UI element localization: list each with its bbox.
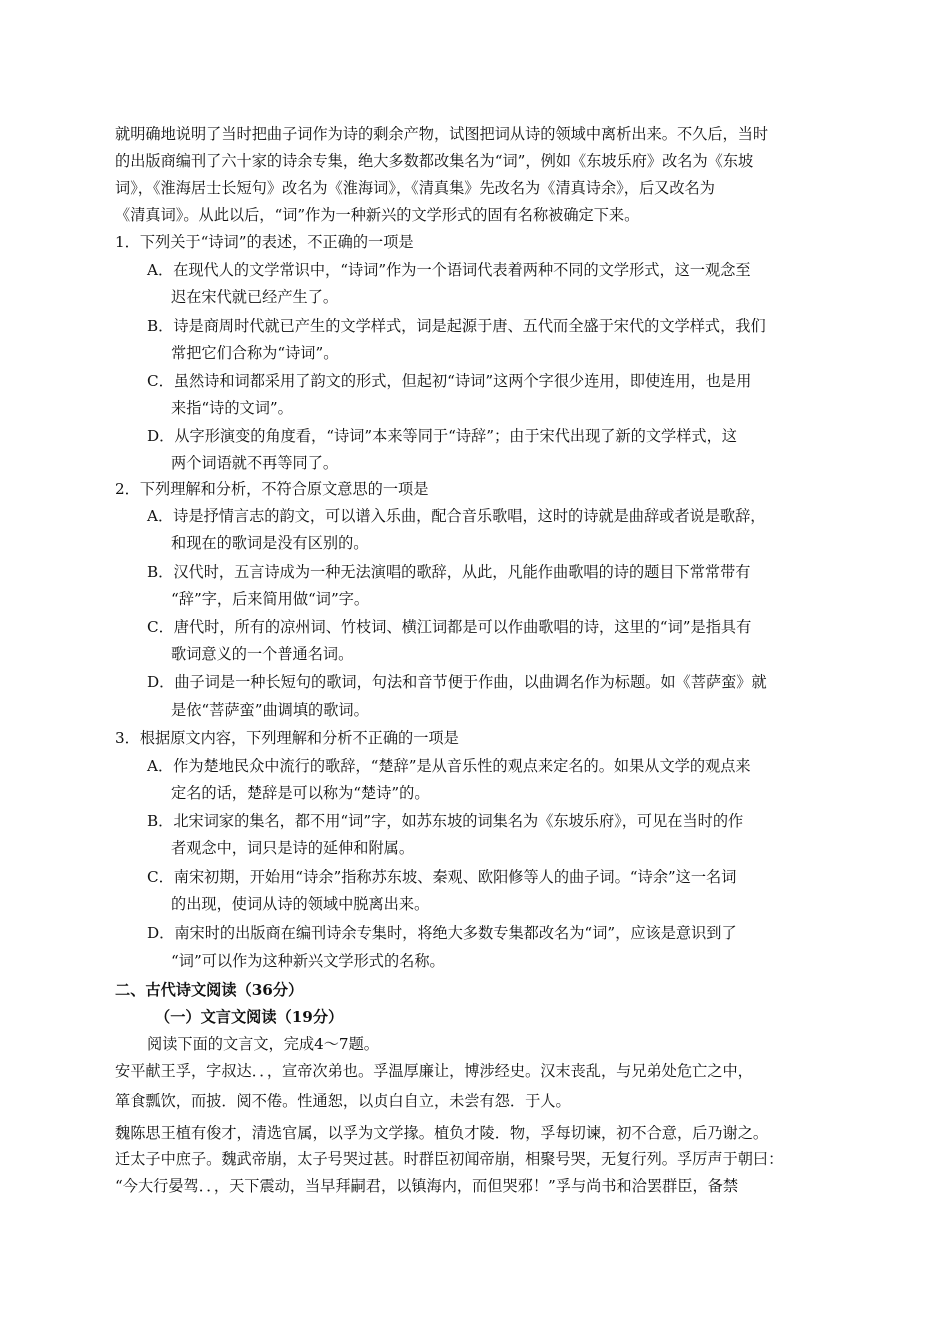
option-line: B．诗是商周时代就已产生的文学样式，词是起源于唐、五代而全盛于宋代的文学样式，我们 — [147, 317, 766, 335]
option-line: “词”可以作为这种新兴文学形式的名称。 — [171, 952, 445, 970]
classical-text-line: 魏陈思王植有俊才，清选官属，以孚为文学掾。植负才陵．物，孚每切谏，初不合意，后乃谢之。 — [115, 1124, 769, 1142]
option-line: 歌词意义的一个普通名词。 — [171, 645, 354, 663]
option-line: B．北宋词家的集名，都不用“词”字，如苏东坡的词集名为《东坡乐府》，可见在当时的作 — [147, 812, 744, 830]
option-line: “辞”字，后来简用做“词”字。 — [171, 590, 370, 608]
option-line: D．曲子词是一种长短句的歌词，句法和音节便于作曲，以曲调名作为标题。如《菩萨蛮》就 — [147, 673, 767, 691]
option-line: 来指“诗的文词”。 — [171, 399, 293, 417]
option-line: 迟在宋代就已经产生了。 — [171, 288, 339, 306]
intro-line: 就明确地说明了当时把曲子词作为诗的剩余产物，试图把词从诗的领域中离析出来。不久后，当时 — [115, 125, 769, 143]
subsection-heading: （一）文言文阅读（19分） — [155, 1008, 344, 1026]
option-line: D．南宋时的出版商在编刊诗余专集时，将绝大多数专集都改名为“词”，应该是意识到了 — [147, 924, 737, 942]
instruction-text: 阅读下面的文言文，完成4～7题。 — [147, 1035, 379, 1053]
option-line: 两个词语就不再等同了。 — [171, 454, 339, 472]
intro-line: 《清真词》。从此以后，“词”作为一种新兴的文学形式的固有名称被确定下来。 — [115, 206, 640, 224]
option-line: A．作为楚地民众中流行的歌辞，“楚辞”是从音乐性的观点来定名的。如果从文学的观点来 — [147, 757, 751, 775]
question-stem: 1．下列关于“诗词”的表述，不正确的一项是 — [115, 233, 414, 251]
classical-text-line: 迁太子中庶子。魏武帝崩，太子号哭过甚。时群臣初闻帝崩，相聚号哭，无复行列。孚厉声于朝曰： — [115, 1150, 784, 1168]
question-stem: 3．根据原文内容，下列理解和分析不正确的一项是 — [115, 729, 459, 747]
option-line: A．诗是抒情言志的韵文，可以谱入乐曲，配合音乐歌唱，这时的诗就是曲辞或者说是歌辞， — [147, 507, 766, 525]
option-line: 是依“菩萨蛮”曲调填的歌词。 — [171, 701, 369, 719]
intro-line: 词》，《淮海居士长短句》改名为《淮海词》，《清真集》先改名为《清真诗余》，后又改名为 — [115, 179, 715, 197]
option-line: 定名的话，楚辞是可以称为“楚诗”的。 — [171, 784, 430, 802]
option-line: A．在现代人的文学常识中，“诗词”作为一个语词代表着两种不同的文学形式，这一观念至 — [147, 261, 751, 279]
option-line: C．南宋初期，开始用“诗余”指称苏东坡、秦观、欧阳修等人的曲子词。“诗余”这一名词 — [147, 868, 737, 886]
option-line: 常把它们合称为“诗词”。 — [171, 344, 339, 362]
option-line: C．虽然诗和词都采用了韵文的形式，但起初“诗词”这两个字很少连用，即使连用，也是用 — [147, 372, 752, 390]
section-heading: 二、古代诗文阅读（36分） — [115, 981, 304, 999]
intro-line: 的出版商编刊了六十家的诗余专集，绝大多数都改集名为“词”，例如《东坡乐府》改名为《东坡 — [115, 152, 754, 170]
option-line: 者观念中，词只是诗的延伸和附属。 — [171, 839, 414, 857]
option-line: 和现在的歌词是没有区别的。 — [171, 534, 369, 552]
option-line: D．从字形演变的角度看，“诗词”本来等同于“诗辞”；由于宋代出现了新的文学样式，这 — [147, 427, 737, 445]
classical-text-line: “今大行晏驾．．，天下震动，当早拜嗣君，以镇海内，而但哭邪！”孚与尚书和洽罢群臣，备禁 — [115, 1177, 739, 1195]
question-stem: 2．下列理解和分析，不符合原文意思的一项是 — [115, 480, 429, 498]
classical-text-line: 安平献王孚，字叔达．．，宣帝次弟也。孚温厚廉让，博涉经史。汉末丧乱，与兄弟处危亡之中， — [115, 1062, 753, 1080]
classical-text-line: 箪食瓢饮，而披．阅不倦。性通恕，以贞白自立，未尝有怨．于人。 — [115, 1092, 571, 1110]
option-line: C．唐代时，所有的凉州词、竹枝词、横江词都是可以作曲歌唱的诗，这里的“词”是指具有 — [147, 618, 752, 636]
option-line: 的出现，使词从诗的领域中脱离出来。 — [171, 895, 430, 913]
option-line: B．汉代时，五言诗成为一种无法演唱的歌辞，从此，凡能作曲歌唱的诗的题目下常常带有 — [147, 563, 751, 581]
